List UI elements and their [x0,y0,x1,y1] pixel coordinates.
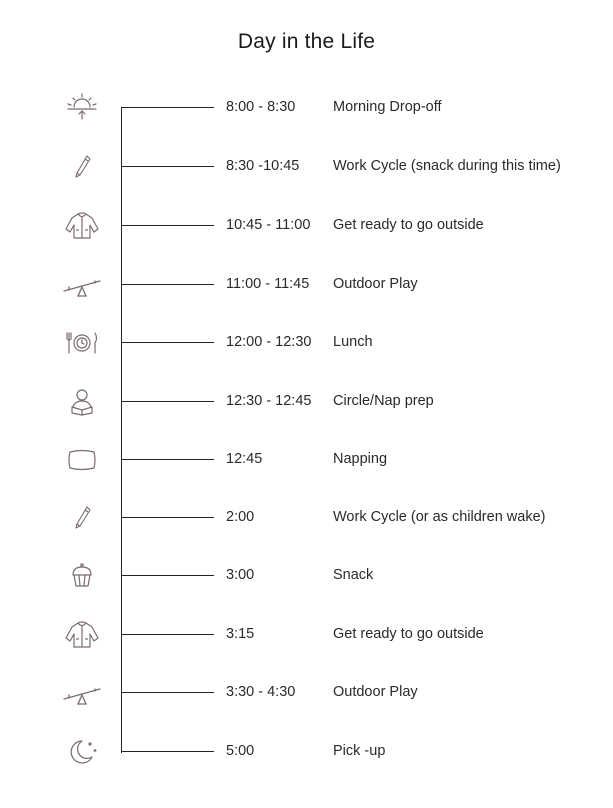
schedule-row [0,387,613,417]
timeline-tick [121,166,214,167]
moon-stars-icon [62,737,102,767]
time-label: 2:00 [226,509,255,525]
activity-label: Lunch [333,334,373,350]
timeline-tick [121,107,214,108]
activity-label: Snack [333,567,374,583]
pencil-icon [62,503,102,533]
page-title: Day in the Life [237,30,376,53]
time-label: 12:30 - 12:45 [226,393,312,409]
activity-label: Morning Drop-off [333,99,442,115]
timeline-tick [121,459,214,460]
activity-label: Work Cycle (snack during this time) [333,158,561,174]
time-label: 3:00 [226,567,255,583]
time-label: 8:30 -10:45 [226,158,300,174]
time-label: 5:00 [226,743,255,759]
schedule-row [0,211,613,241]
activity-label: Work Cycle (or as children wake) [333,509,546,525]
timeline-tick [121,225,214,226]
time-label: 10:45 - 11:00 [226,217,311,233]
timeline-tick [121,634,214,635]
activity-label: Outdoor Play [333,276,418,292]
time-label: 3:30 - 4:30 [226,684,296,700]
time-label: 11:00 - 11:45 [226,276,310,292]
activity-label: Pick -up [333,743,386,759]
time-label: 3:15 [226,626,255,642]
schedule-row [0,152,613,182]
timeline-tick [121,692,214,693]
timeline-tick [121,751,214,752]
schedule-row [0,737,613,767]
jacket-icon [62,620,102,650]
activity-label: Circle/Nap prep [333,393,434,409]
timeline-tick [121,575,214,576]
pencil-icon [62,152,102,182]
time-label: 12:45 [226,451,263,467]
seesaw-icon [62,678,102,708]
timeline-tick [121,401,214,402]
schedule-row [0,328,613,358]
schedule-row [0,561,613,591]
muffin-icon [62,561,102,591]
time-label: 12:00 - 12:30 [226,334,312,350]
activity-label: Get ready to go outside [333,217,484,233]
time-label: 8:00 - 8:30 [226,99,296,115]
activity-label: Outdoor Play [333,684,418,700]
schedule-row [0,503,613,533]
timeline-tick [121,342,214,343]
sunrise-icon [62,93,102,123]
timeline-tick [121,517,214,518]
child-reading-icon [62,387,102,417]
jacket-icon [62,211,102,241]
timeline-tick [121,284,214,285]
schedule-row [0,678,613,708]
schedule-row [0,620,613,650]
schedule-row [0,93,613,123]
timeline-spine [121,107,122,753]
schedule-row [0,270,613,300]
pillow-icon [62,445,102,475]
schedule-row [0,445,613,475]
seesaw-icon [62,270,102,300]
activity-label: Get ready to go outside [333,626,484,642]
activity-label: Napping [333,451,388,467]
plate-fork-knife-icon [62,328,102,358]
